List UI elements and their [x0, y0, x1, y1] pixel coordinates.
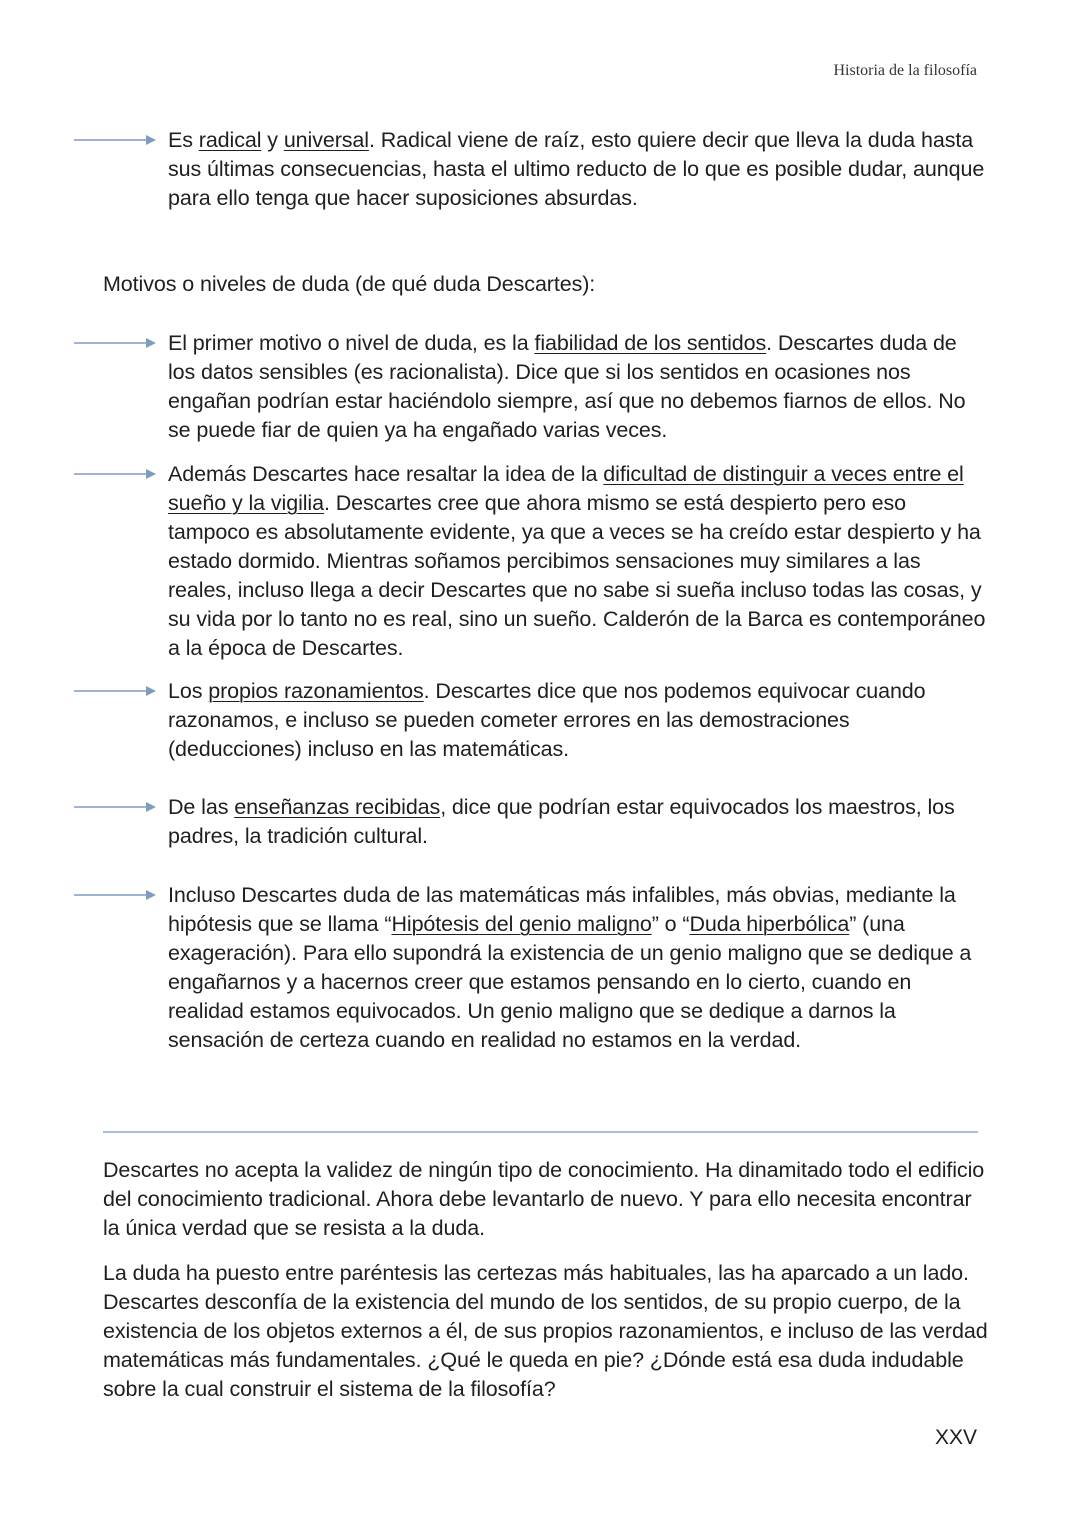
term-fiabilidad-sentidos: fiabilidad de los sentidos — [534, 331, 767, 355]
arrow-icon — [74, 337, 156, 349]
arrow-icon — [74, 889, 156, 901]
term-propios-razonamientos: propios razonamientos — [208, 679, 424, 703]
term-ensenanzas-recibidas: enseñanzas recibidas — [234, 795, 441, 819]
bullet-teachings: De las enseñanzas recibidas, dice que podrían estar equivocados los maestros, los padres, la tradición cultural. — [168, 795, 955, 848]
arrow-icon — [74, 685, 156, 697]
conclusion-paragraph-1: Descartes no acepta la validez de ningún tipo de conocimiento. Ha dinamitado todo el edificio del conocimiento tradicional. Ahora debe levantarlo de nuevo. Y para ello necesita encontrar la única verdad que se resista a la duda. — [103, 1158, 985, 1240]
section-heading: Motivos o niveles de duda (de qué duda Descartes): — [103, 272, 596, 296]
bullet-evil-genius: Incluso Descartes duda de las matemáticas más infalibles, más obvias, mediante la hipótesis que se llama “Hipótesis del genio maligno” o “Duda hiperbólica” (una exageración). Para ello supondrá la existencia de un genio maligno que se dedique a engañarnos y a hacernos creer que estamos pensando en lo cierto, cuando en realidad estamos equivocados. Un genio maligno que se dedique a darnos la sensación de certeza cuando en realidad no estamos en la verdad. — [168, 883, 972, 1052]
term-universal: universal — [283, 128, 369, 152]
term-genio-maligno: Hipótesis del genio maligno — [391, 912, 652, 936]
conclusion-paragraph-2: La duda ha puesto entre paréntesis las certezas más habituales, las ha aparcado a un lado. Descartes desconfía de la existencia del mundo de los sentidos, de su propio cuerpo, de la existencia de los objetos externos a él, de sus propios razonamientos, e incluso de las verdad matemáticas más fundamentales. ¿Qué le queda en pie? ¿Dónde está esa duda indudable sobre la cual construir el sistema de la filosofía? — [103, 1261, 988, 1401]
bullet-doubt-radical-universal: Es radical y universal. Radical viene de raíz, esto quiere decir que lleva la duda hasta sus últimas consecuencias, hasta el ultimo reducto de lo que es posible dudar, aunque para ello tenga que hacer suposiciones absurdas. — [168, 128, 985, 210]
arrow-icon — [74, 134, 156, 146]
page-number: XXV — [934, 1426, 977, 1449]
bullet-dream-wakefulness: Además Descartes hace resaltar la idea de la dificultad de distinguir a veces entre el sueño y la vigilia. Descartes cree que ahora mismo se está despierto pero eso tampoco es absolutamente evidente, ya que a veces se ha creído estar despierto y ha estado dormido. Mientras soñamos percibimos sensaciones muy similares a las reales, incluso llega a decir Descartes que no sabe si sueña incluso todas las cosas, y su vida por lo tanto no es real, sino un sueño. Calderón de la Barca es contemporáneo a la época de Descartes. — [168, 462, 986, 660]
term-radical: radical — [198, 128, 262, 152]
arrow-icon — [74, 801, 156, 813]
arrow-icon — [74, 468, 156, 480]
bullet-reasoning: Los propios razonamientos. Descartes dice que nos podemos equivocar cuando razonamos, e incluso se pueden cometer errores en las demostraciones (deducciones) incluso en las matemáticas. — [168, 679, 926, 761]
section-divider — [103, 1131, 978, 1133]
term-duda-hiperbolica: Duda hiperbólica — [689, 912, 850, 936]
running-header: Historia de la filosofía — [833, 62, 977, 79]
bullet-senses: El primer motivo o nivel de duda, es la fiabilidad de los sentidos. Descartes duda de los datos sensibles (es racionalista). Dice que si los sentidos en ocasiones nos engañan podrían estar haciéndolo siempre, así que no debemos fiarnos de ellos. No se puede fiar de quien ya ha engañado varias veces. — [168, 331, 966, 442]
term-sueno-vigilia: dificultad de distinguir a veces entre el sueño y la vigilia — [168, 462, 964, 515]
